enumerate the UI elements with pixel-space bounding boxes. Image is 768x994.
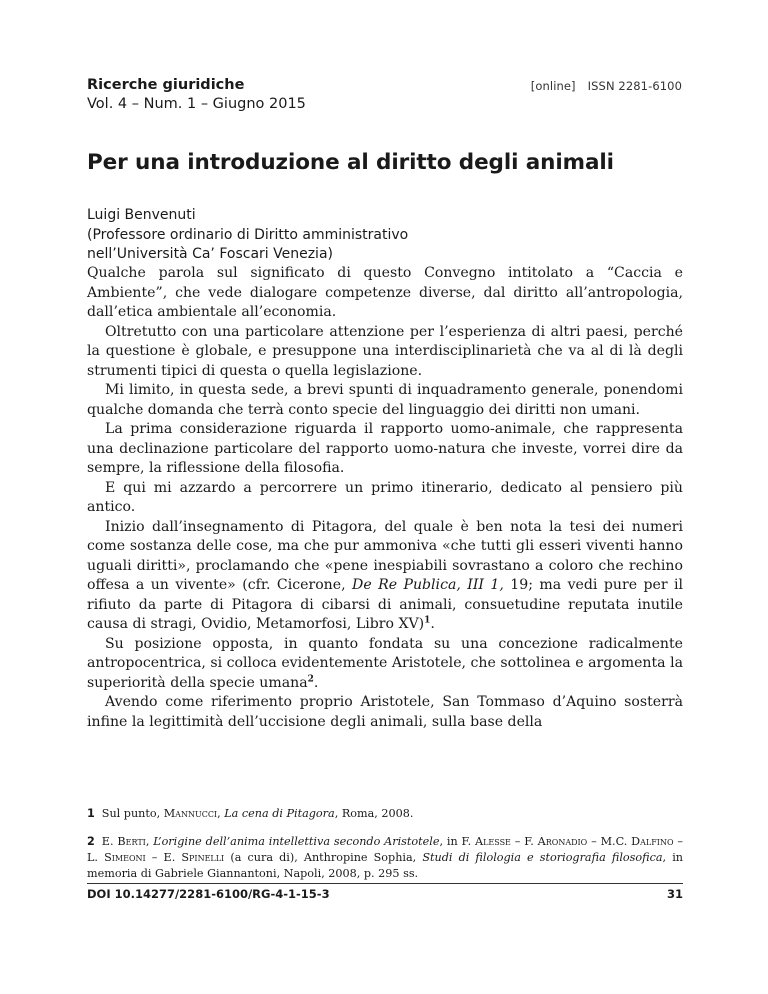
paragraph: Qualche parola sul significato di questo Convegno intitolato a “Caccia e Ambiente”, che vede dialogare competenze diverse, dal diritto all’antropologia, dall’etica ambientale all’economia.: [87, 265, 683, 320]
footnote-editor: Simeoni: [104, 851, 146, 864]
footnotes: [87, 806, 683, 894]
footnote-text: , in memoria di Gabriele Giannantoni, Napoli, 2008, p. 295 ss.: [87, 851, 683, 880]
journal-volume: Vol. 4 – Num. 1 – Giugno 2015: [87, 96, 306, 112]
footnote-text: ,: [145, 835, 154, 848]
author-name: Luigi Benvenuti: [87, 207, 196, 223]
footnote-text: (a cura di), Anthropine Sophia,: [224, 851, 423, 864]
footer-divider: [87, 883, 683, 884]
footnote-editor: Alesse: [475, 835, 511, 848]
footnote-1: [87, 806, 683, 822]
footnote-text: , Roma, 2008.: [334, 807, 414, 820]
footnote-text: Sul punto,: [101, 807, 164, 820]
journal-header: [87, 76, 306, 114]
footnote-ref-2[interactable]: 2: [307, 673, 314, 684]
footnote-text: – M.C.: [587, 835, 632, 848]
article-body: [87, 264, 683, 732]
issn-number: ISSN 2281-6100: [587, 79, 682, 93]
paragraph-text: .: [430, 616, 435, 632]
article-title: Per una introduzione al diritto degli animali: [87, 150, 614, 175]
paragraph-text: 19; ma vedi pure per il rifiuto da parte di Pitagora di cibarsi di animali, consuetudine reputata inutile causa di stragi, Ovidio, Metamorfosi, Libro XV): [87, 577, 684, 632]
paragraph: Avendo come riferimento proprio Aristotele, San Tommaso d’Aquino sosterrà infine la legittimità dell’uccisione degli animali, sulla base della: [87, 694, 683, 730]
online-label: [online]: [530, 79, 576, 93]
footnote-number: 2: [87, 835, 95, 848]
page-number: 31: [666, 887, 683, 901]
author-block: [87, 206, 408, 265]
footnote-editor: Spinelli: [181, 851, 225, 864]
paragraph-text: Su posizione opposta, in quanto fondata su una concezione radicalmente antropocentrica, si colloca evidentemente Aristotele, che sottolinea e argomenta la superiorità della specie umana: [87, 635, 683, 691]
footnote-text: – L.: [87, 835, 683, 864]
footnote-2: [87, 834, 683, 882]
paragraph: [87, 518, 683, 635]
footnote-text: – F.: [510, 835, 538, 848]
author-affiliation-1: (Professore ordinario di Diritto amministrativo: [87, 226, 409, 243]
footnote-author: Mannucci: [163, 807, 218, 820]
footnote-text: – E.: [145, 851, 182, 864]
issn-info: [531, 79, 682, 93]
paragraph: E qui mi azzardo a percorrere un primo itinerario, dedicato al pensiero più antico.: [87, 479, 683, 515]
footnote-text: , in F.: [439, 835, 475, 848]
doi-label[interactable]: DOI 10.14277/2281-6100/RG-4-1-15-3: [87, 887, 330, 901]
footnote-editor: Aronadio: [537, 835, 588, 848]
paragraph: [87, 635, 683, 694]
footnote-text: ,: [217, 807, 225, 820]
author-affiliation-2: nell’Università Ca’ Foscari Venezia): [87, 246, 333, 262]
paragraph: Oltretutto con una particolare attenzione per l’esperienza di altri paesi, perché la questione è globale, e presuppone una interdisciplinarietà che va al di là degli strumenti tipici di questa o quella legislazione.: [87, 323, 683, 379]
footnote-title: L’origine dell’anima intellettiva secondo Aristotele: [153, 835, 440, 848]
paragraph-text: .: [313, 674, 319, 691]
footnote-ref-1[interactable]: 1: [424, 615, 431, 626]
footnote-title: La cena di Pitagora: [224, 807, 335, 820]
paragraph: Mi limito, in questa sede, a brevi spunti di inquadramento generale, ponendomi qualche domanda che terrà conto specie del linguaggio dei diritti non umani.: [87, 382, 683, 418]
footnote-text: E.: [101, 835, 118, 848]
journal-name: Ricerche giuridiche: [87, 77, 245, 93]
citation-italic: De Re Publica, III 1,: [352, 577, 504, 593]
footnote-editor: Dalfino: [631, 835, 674, 848]
paragraph-text: Inizio dall’insegnamento di Pitagora, del quale è ben nota la tesi dei numeri come sostanza delle cose, ma che pur ammoniva «che tutti gli esseri viventi hanno uguali diritti», proclamando che «pene inespiabili sovrastano a coloro che rechino offesa a un vivente» (cfr. Cicerone,: [87, 518, 683, 593]
paragraph: La prima considerazione riguarda il rapporto uomo-animale, che rappresenta una declinazione particolare del rapporto uomo-natura che investe, vorrei dire da sempre, la riflessione della filosofia.: [87, 421, 683, 476]
footnote-author: Berti: [117, 835, 146, 848]
footnote-title: Studi di filologia e storiografia filosofica: [422, 851, 663, 864]
footnote-number: 1: [87, 807, 95, 820]
